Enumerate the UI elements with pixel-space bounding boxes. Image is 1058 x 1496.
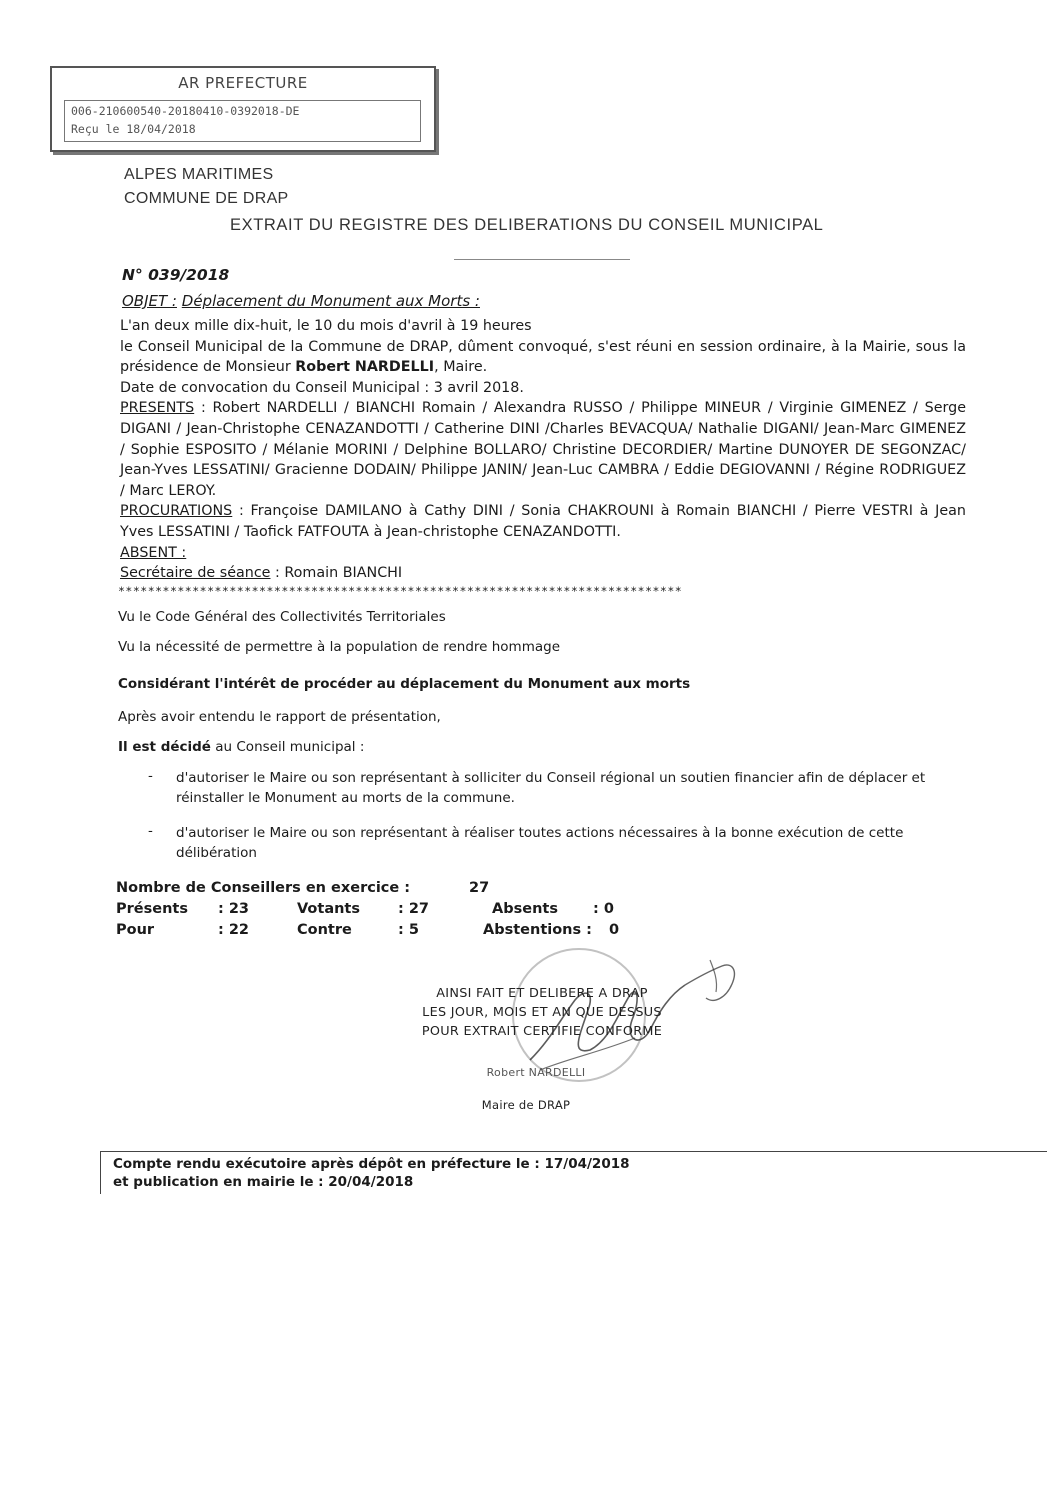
executory-prefecture-date: Compte rendu exécutoire après dépôt en préfecture le : 17/04/2018 xyxy=(113,1156,630,1172)
votants-label: Votants xyxy=(297,901,360,917)
bullet-dash: - xyxy=(148,823,153,839)
presents-count-label: Présents xyxy=(116,901,188,917)
procurations-list: : Françoise DAMILANO à Cathy DINI / Sonia CHAKROUNI à Romain BIANCHI / Pierre VESTRI à Jean Yves LESSATINI / Taofick FATFOUTA à Jean-christophe CENAZANDOTTI. xyxy=(120,503,966,540)
presents-paragraph xyxy=(120,398,966,501)
bullet-dash: - xyxy=(148,768,153,784)
decide-suffix: au Conseil municipal : xyxy=(210,739,365,755)
department-heading: ALPES MARITIMES xyxy=(124,166,274,183)
exercice-label: Nombre de Conseillers en exercice : xyxy=(116,880,411,896)
executory-publication-date: et publication en mairie le : 20/04/2018 xyxy=(113,1174,414,1190)
session-date: L'an deux mille dix-huit, le 10 du mois d'avril à 19 heures xyxy=(120,318,532,334)
stars-separator: **************************************************************************** xyxy=(118,584,683,598)
decide-prefix: Il est décidé xyxy=(118,739,211,755)
pour-value: : 22 xyxy=(218,922,250,938)
deliberation-number: N° 039/2018 xyxy=(122,266,230,284)
objet-text: Déplacement du Monument aux Morts : xyxy=(181,292,480,310)
title-separator xyxy=(454,259,630,260)
abstentions-value: 0 xyxy=(609,922,620,938)
signature-line-2: LES JOUR, MOIS ET AN QUE DESSUS xyxy=(422,1005,662,1020)
exercice-value: 27 xyxy=(469,880,490,896)
procurations-paragraph xyxy=(120,501,966,542)
bullet-item-2: d'autoriser le Maire ou son représentant à réaliser toutes actions nécessaires à la bonne exécution de cette délibération xyxy=(176,825,904,861)
contre-value: : 5 xyxy=(398,922,419,938)
signatory-name: Robert NARDELLI xyxy=(486,1066,586,1079)
signature-line-3: POUR EXTRAIT CERTIFIE CONFORME xyxy=(421,1024,663,1039)
session-block xyxy=(120,316,966,584)
secretaire-line xyxy=(120,563,966,584)
presents-count-value: : 23 xyxy=(218,901,250,917)
decide-line xyxy=(118,739,364,755)
absent-label: ABSENT : xyxy=(120,544,187,561)
vu-necessite: Vu la nécessité de permettre à la population de rendre hommage xyxy=(118,639,560,655)
considerant-line: Considérant l'intérêt de procéder au déplacement du Monument aux morts xyxy=(118,676,691,692)
presents-list: : Robert NARDELLI / BIANCHI Romain / Alexandra RUSSO / Philippe MINEUR / Virginie GIMENEZ / Serge DIGANI / Jean-Christophe CENAZANDOTTI / Catherine DINI /Charles BEVACQUA/ Nathalie DIGANI/ Jean-Marc GIMENEZ / Sophie ESPOSITO / Mélanie MORINI / Delphine BOLLARO/ Christine DECORDIER/ Martine DUNOYER DE SEGONZAC/ Jean-Yves LESSATINI/ Gracienne DODAIN/ Philippe JANIN/ Jean-Luc CAMBRA / Eddie DEGIOVANNI / Régine RODRIGUEZ / Marc LEROY. xyxy=(120,400,966,499)
pour-label: Pour xyxy=(116,922,155,938)
president-name: Robert NARDELLI xyxy=(295,359,435,376)
secretaire-name: : Romain BIANCHI xyxy=(270,565,403,582)
objet-line xyxy=(122,292,480,310)
commune-heading: COMMUNE DE DRAP xyxy=(124,190,289,207)
session-convocation xyxy=(120,337,966,378)
signatory-role: Maire de DRAP xyxy=(481,1098,571,1112)
absents-value: : 0 xyxy=(593,901,614,917)
votants-value: : 27 xyxy=(398,901,430,917)
document-title: EXTRAIT DU REGISTRE DES DELIBERATIONS DU CONSEIL MUNICIPAL xyxy=(230,216,824,234)
stamp-received-date: Reçu le 18/04/2018 xyxy=(71,122,196,136)
session-text: le Conseil Municipal de la Commune de DRAP, dûment convoqué, s'est réuni en session ordinaire, à la Mairie, sous la présidence de Monsieur xyxy=(120,338,966,376)
abstentions-label: Abstentions : xyxy=(483,922,592,938)
presents-label: PRESENTS xyxy=(120,400,195,417)
contre-label: Contre xyxy=(297,922,352,938)
procurations-label: PROCURATIONS xyxy=(120,503,233,520)
apres-line: Après avoir entendu le rapport de présentation, xyxy=(118,709,441,725)
signature-line-1: AINSI FAIT ET DELIBERE A DRAP xyxy=(436,986,648,1001)
prefecture-stamp xyxy=(50,66,436,152)
stamp-reference: 006-210600540-20180410-0392018-DE xyxy=(71,104,300,118)
stamp-inner-box xyxy=(64,100,421,142)
objet-label: OBJET : xyxy=(122,292,177,310)
president-title: , Maire. xyxy=(434,359,488,376)
vu-code: Vu le Code Général des Collectivités Territoriales xyxy=(118,609,446,625)
convocation-date: Date de convocation du Conseil Municipal : 3 avril 2018. xyxy=(120,379,524,396)
secretaire-label: Secrétaire de séance xyxy=(120,565,271,582)
absents-label: Absents xyxy=(492,901,558,917)
bullet-item-1: d'autoriser le Maire ou son représentant à solliciter du Conseil régional un soutien financier afin de déplacer et réinstaller le Monument au morts de la commune. xyxy=(176,770,926,806)
stamp-title: AR PREFECTURE xyxy=(178,74,308,92)
